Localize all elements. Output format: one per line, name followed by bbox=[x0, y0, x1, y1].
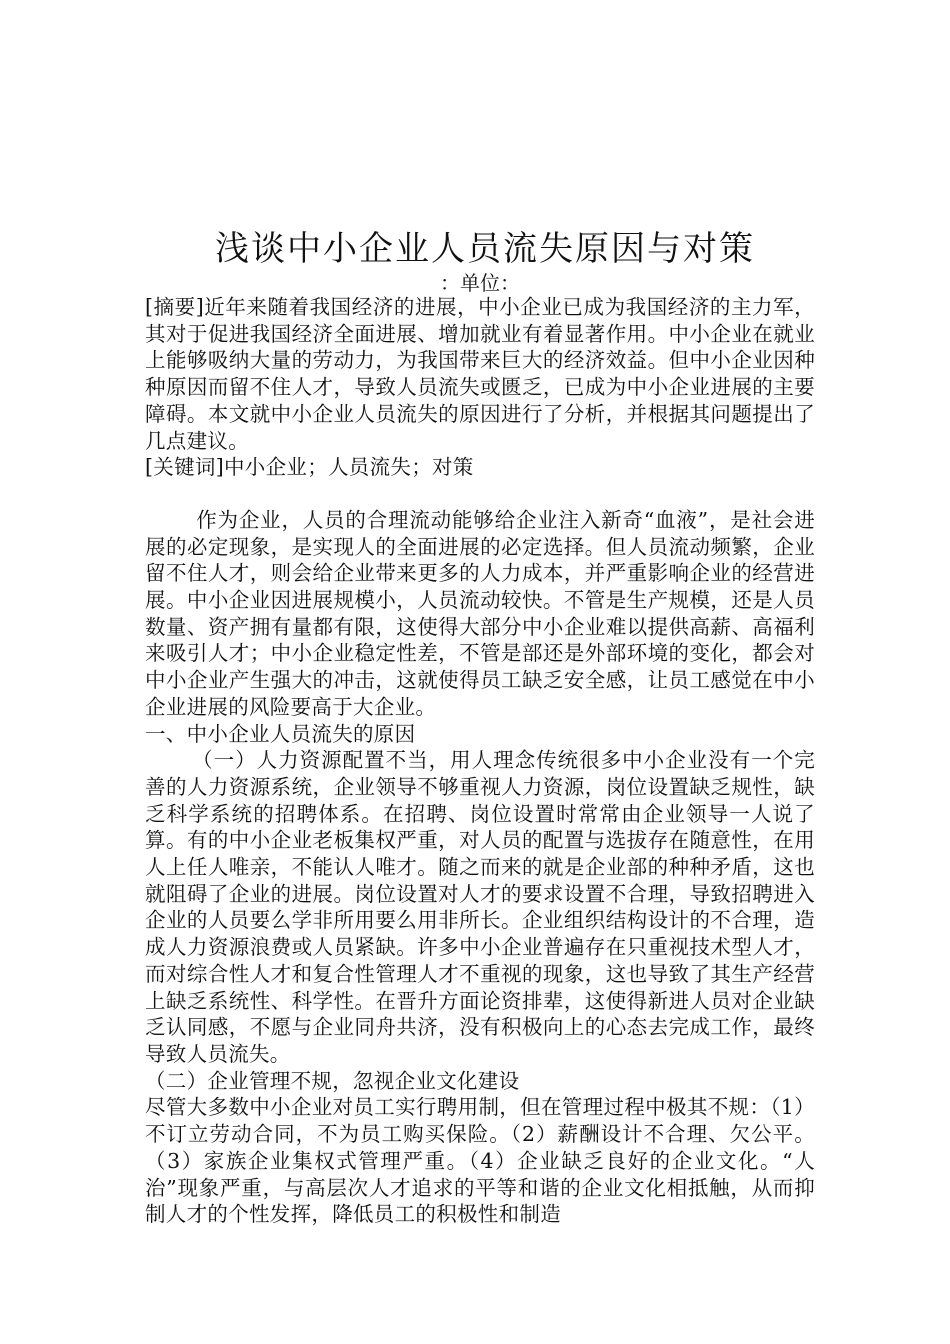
section-heading: 一、中小企业人员流失的原因 bbox=[145, 721, 416, 746]
keywords-line: [关键词]中小企业；人员流失；对策 bbox=[145, 455, 474, 480]
abstract-paragraph: [摘要]近年来随着我国经济的进展，中小企业已成为我国经济的主力军，其对于促进我国经济全面进展、增加就业有着显著作用。中小企业在就业上能够吸纳大量的劳动力，为我国带来巨大的经济效益。但中小企业因种种原因而留不住人才，导致人员流失或匮乏，已成为中小企业进展的主要障碍。本文就中小企业人员流失的原因进行了分析，并根据其问题提出了几点建议。 bbox=[145, 295, 815, 453]
subsection-body: 尽管大多数中小企业对员工实行聘用制，但在管理过程中极其不规：（1）不订立劳动合同，不为员工购买保险。（2）薪酬设计不合理、欠公平。（3）家族企业集权式管理严重。（4）企业缺乏良好的企业文化。“人治”现象严重，与高层次人才追求的平等和谐的企业文化相抵触，从而抑制人才的个性发挥，降低员工的积极性和制造 bbox=[145, 1095, 815, 1227]
blank-line bbox=[145, 481, 815, 507]
subsection-paragraph: （一）人力资源配置不当，用人理念传统很多中小企业没有一个完善的人力资源系统，企业领导不够重视人力资源，岗位设置缺乏规性，缺乏科学系统的招聘体系。在招聘、岗位设置时常常由企业领导一人说了算。有的中小企业老板集权严重，对人员的配置与选拔存在随意性，在用人上任人唯亲，不能认人唯才。随之而来的就是企业部的种种矛盾，这也就阻碍了企业的进展。岗位设置对人才的要求设置不合理，导致招聘进入企业的人员要么学非所用要么用非所长。企业组织结构设计的不合理，造成人力资源浪费或人员紧缺。许多中小企业普遍存在只重视技术型人才，而对综合性人才和复合性管理人才不重视的现象，这也导致了其生产经营上缺乏系统性、科学性。在晋升方面论资排辈，这使得新进人员对企业缺乏认同感，不愿与企业同舟共济，没有积极向上的心态去完成工作，最终导致人员流失。 bbox=[145, 748, 815, 1066]
subsection-heading: （二）企业管理不规，忽视企业文化建设 bbox=[145, 1068, 520, 1093]
document-title: 浅谈中小企业人员流失原因与对策 bbox=[215, 229, 755, 269]
unit-line: ：单位： bbox=[440, 271, 520, 295]
intro-paragraph: 作为企业，人员的合理流动能够给企业注入新奇“血液”，是社会进展的必定现象，是实现人的全面进展的必定选择。但人员流动频繁，企业留不住人才，则会给企业带来更多的人力成本，并严重影响企业的经营进展。中小企业因进展规模小，人员流动较快。不管是生产规模，还是人员数量、资产拥有量都有限，这使得大部分中小企业难以提供高薪、高福利来吸引人才；中小企业稳定性差，不管是部还是外部环境的变化，都会对中小企业产生强大的冲击，这就使得员工缺乏安全感，让员工感觉在中小企业进展的风险要高于大企业。 bbox=[145, 507, 815, 719]
document-page bbox=[145, 226, 815, 1228]
